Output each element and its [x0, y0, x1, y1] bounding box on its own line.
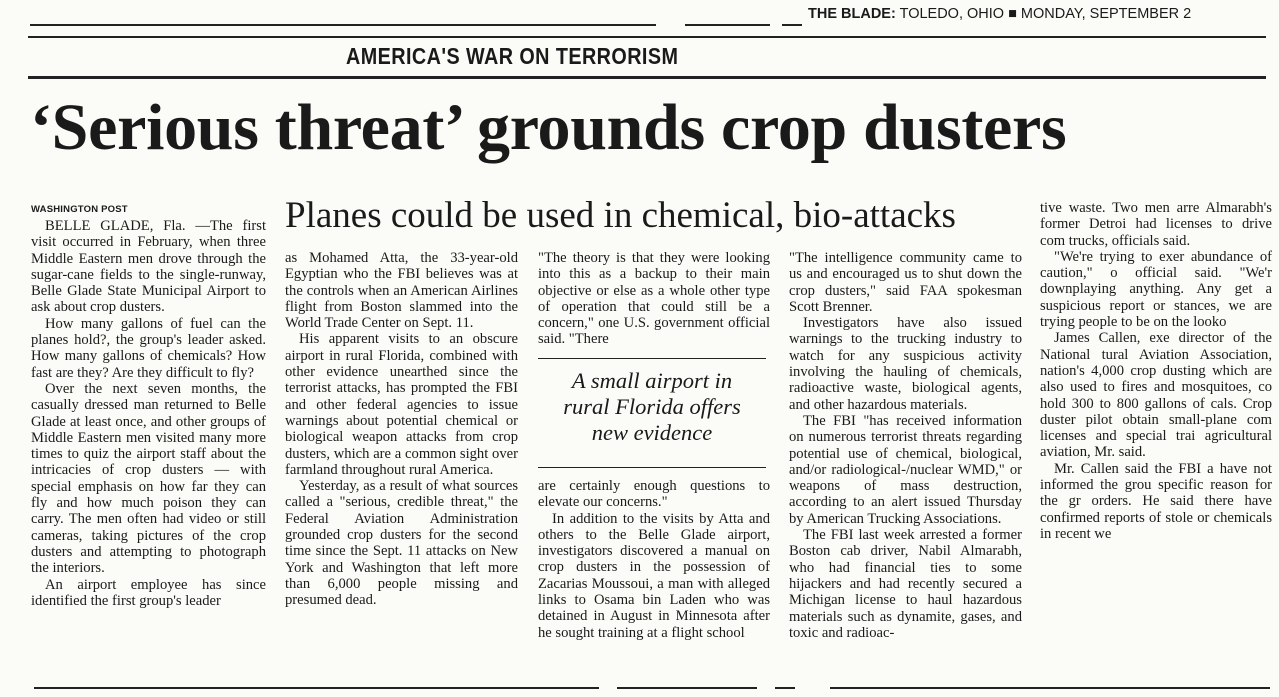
bottom-rule [775, 687, 795, 689]
paragraph: The FBI "has received information on numerous terrorist threats regarding potential use of chemical, biological, and/or radiological-/nuclear WMD," or weapons of mass destruction, according to an alert issued Thursday by American Trucking Associations. [789, 412, 1022, 527]
pull-quote-rule-bottom [538, 467, 766, 468]
pull-quote [538, 358, 766, 468]
paragraph: His apparent visits to an obscure airport in rural Florida, combined with other evidence unearthed since the terrorist attacks, has prompted the FBI and other federal agencies to issue warnings about potential chemical or biological weapon attacks from crop dusters, which are a common sight over farmland throughout rural America. [285, 331, 518, 478]
paragraph: BELLE GLADE, Fla. —The first visit occurred in February, when three Middle Eastern men drove through the sugar-cane fields to the single-runway, Belle Glade State Municipal Airport to ask about crop dusters. [31, 218, 266, 316]
article-column-5 [1040, 200, 1272, 670]
paragraph: as Mohamed Atta, the 33-year-old Egyptian who the FBI believes was at the controls when an American Airlines flight from Boston slammed into the World Trade Center on Sept. 11. [285, 250, 518, 332]
paper-name: THE BLADE: [808, 6, 896, 22]
article-column-3-bottom [538, 478, 770, 641]
pull-quote-rule-top [538, 358, 766, 359]
paragraph: Mr. Callen said the FBI a have not informed the grou specific reason for the gr orders. He said there have confirmed reports of stole or chemicals in recent we [1040, 460, 1272, 542]
article-column-1 [31, 218, 266, 609]
pull-quote-text [538, 368, 766, 446]
paragraph: Investigators have also issued warnings to the trucking industry to watch for any suspicious activity involving the hauling of chemicals, radioactive waste, biological agents, and other hazardous materials. [789, 315, 1022, 413]
bottom-rule [34, 687, 599, 689]
top-rule-left [30, 24, 656, 26]
paper-place: TOLEDO, OHIO [899, 6, 1005, 22]
paragraph: An airport employee has since identified the first group's leader [31, 576, 266, 609]
deck-subheadline: Planes could be used in chemical, bio-attacks [285, 195, 956, 236]
pull-quote-line: A small airport in [571, 368, 733, 393]
top-rule-mid [685, 24, 770, 26]
paragraph: are certainly enough questions to elevate our concerns." [538, 478, 770, 511]
section-banner [28, 36, 1266, 79]
bottom-rule [830, 687, 1270, 689]
paragraph: James Callen, exe director of the National tural Aviation Association, nation's 4,000 crop dusting which are also used to fires and mosquitoes, co hold 300 to 800 gallons of cals. Crop duster pilot obtain small-plane com licenses and special trai agricultural aviation, Mr. said. [1040, 330, 1272, 461]
paper-date: MONDAY, SEPTEMBER 2 [1020, 6, 1192, 22]
article-column-3-top [538, 250, 770, 348]
pull-quote-line: rural Florida offers [563, 394, 741, 419]
separator-icon: ■ [1008, 6, 1017, 22]
paragraph: tive waste. Two men arre Almarabh's former Detroi had licenses to drive com trucks, officials said. [1040, 200, 1272, 249]
bottom-rule [617, 687, 757, 689]
paragraph: "The intelligence community came to us and encouraged us to shut down the crop dusters," said FAA spokesman Scott Brenner. [789, 250, 1022, 315]
paragraph: "We're trying to exer abundance of caution," o official said. "We'r downplaying anything. Any get a suspicious report or stances, we are trying people to be on the looko [1040, 248, 1272, 331]
dateline [808, 6, 1248, 22]
paragraph: In addition to the visits by Atta and others to the Belle Glade airport, investigators discovered a manual on crop dusters in the possession of Zacarias Moussoui, a man with alleged links to Osama bin Laden who was detained in August in Minnesota after he sought training at a flight school [538, 510, 770, 641]
section-title: AMERICA'S WAR ON TERRORISM [346, 43, 679, 69]
paragraph: How many gallons of fuel can the planes hold?, the group's leader asked. How many gallons of chemicals? How fast are they? Are they difficult to fly? [31, 315, 266, 381]
paragraph: Yesterday, as a result of what sources called a "serious, credible threat," the Federal Aviation Administration grounded crop dusters for the second time since the Sept. 11 attacks on New York and Washington that left more than 6,000 people missing and presumed dead. [285, 478, 518, 609]
pull-quote-line: new evidence [591, 420, 713, 445]
article-column-4 [789, 250, 1022, 641]
paragraph: The FBI last week arrested a former Boston cab driver, Nabil Almarabh, who had financial ties to some hijackers and had recently secured a Michigan license to haul hazardous materials such as dynamite, gases, and toxic and radioac- [789, 527, 1022, 641]
top-rule-right [782, 24, 802, 26]
paragraph: "The theory is that they were looking into this as a backup to their main objective or else as a whole other type of operation that could still be a concern," one U.S. government official said. "There [538, 250, 770, 348]
headline: ‘Serious threat’ grounds crop dusters [30, 91, 1067, 164]
article-column-2 [285, 250, 518, 609]
paragraph: Over the next seven months, the casually dressed man returned to Belle Glade at least once, and other groups of Middle Eastern men visited many more times to quiz the airport staff about the intricacies of crop dusters — with special emphasis on how far they can fly and how much poison they can carry. The men often had video or still cameras, taking pictures of the crop dusters and attempting to photograph the interiors. [31, 380, 266, 577]
byline: WASHINGTON POST [31, 204, 128, 215]
